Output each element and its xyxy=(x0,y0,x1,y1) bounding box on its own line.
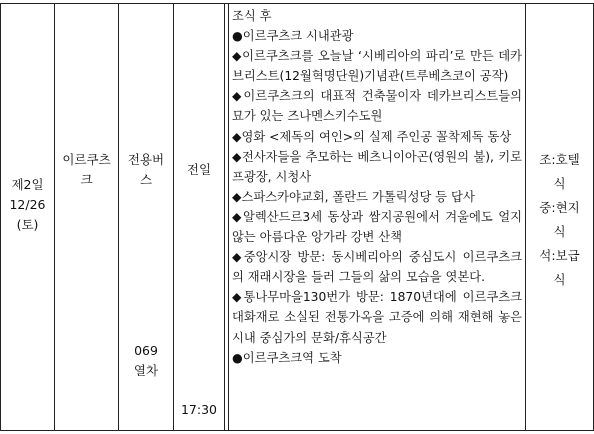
plan-line: ◆이르쿠츠크를 오늘날 ‘시베리아의 파리’로 만든 데카브리스트(12월혁명단원)기념관(트루베츠코이 공작) xyxy=(232,49,522,84)
plan-line: ◆스파스카야교회, 폴란드 가톨릭성당 등 답사 xyxy=(232,189,475,204)
meal-lunch: 중:현지 xyxy=(539,200,580,215)
plan-line: ◆중앙시장 방문: 동시베리아의 중심도시 이르쿠츠크의 재래시장을 들러 그들의 삶의 모습을 엿본다. xyxy=(232,250,522,285)
table-bottom-border xyxy=(0,430,594,431)
day-cell xyxy=(1,150,54,260)
meal-lunch-suffix: 식 xyxy=(553,224,566,239)
plan-line: ◆알렉산드르3세 동상과 쌈지공원에서 겨울에도 얼지 않는 아름다운 앙가라 강변 산책 xyxy=(232,209,522,245)
meal-breakfast-suffix: 식 xyxy=(553,176,566,191)
place-cell xyxy=(55,150,118,190)
plan-cell xyxy=(232,6,522,368)
time-arrival xyxy=(174,399,224,421)
meals-cell xyxy=(526,150,593,290)
time-allday xyxy=(174,160,224,180)
transport-line-1: 전용버 xyxy=(127,152,165,167)
transport-line-2: 스 xyxy=(139,172,153,187)
day-number: 제2일 xyxy=(11,177,44,192)
plan-line: 조식 후 xyxy=(232,9,272,23)
time-allday-label: 전일 xyxy=(186,162,212,177)
col-border-3 xyxy=(173,3,174,431)
meal-dinner: 석:보급 xyxy=(539,248,580,263)
train-number: 069 xyxy=(134,343,158,358)
meal-dinner-suffix: 식 xyxy=(553,272,566,287)
plan-line: ◆이르쿠츠크의 대표적 건축물이자 데카브리스트들의 묘가 있는 즈나멘스키수도원 xyxy=(232,89,522,124)
plan-line: ◆전사자들을 추모하는 베츠니이아곤(영원의 불), 키로프광장, 시청사 xyxy=(232,149,522,184)
col-border-4 xyxy=(224,3,229,431)
col-border-1 xyxy=(54,3,55,431)
train-label: 열차 xyxy=(133,363,159,378)
plan-line: ●이르쿠츠크 시내관광 xyxy=(232,29,354,44)
plan-line: ◆영화 <제독의 여인>의 실제 주인공 꼴착제독 동상 xyxy=(232,129,512,144)
place-line-1: 이르쿠츠 xyxy=(62,152,111,167)
table-top-border xyxy=(0,3,594,4)
place-line-2: 크 xyxy=(80,172,93,187)
day-weekday: (토) xyxy=(16,217,39,232)
plan-line: ◆통나무마을130번가 방문: 1870년대에 이르쿠츠크 대화재로 소실된 전통가옥을 고증에 의해 재현해 놓은 시내 중심가의 문화/휴식공간 xyxy=(232,290,522,345)
train-cell xyxy=(119,340,173,382)
plan-line: ●이르쿠츠크역 도착 xyxy=(232,350,342,365)
day-date: 12/26 xyxy=(9,197,46,212)
transport-cell xyxy=(119,150,173,190)
time-arrival-label: 17:30 xyxy=(180,402,218,417)
meal-breakfast: 조:호텔 xyxy=(539,152,580,167)
